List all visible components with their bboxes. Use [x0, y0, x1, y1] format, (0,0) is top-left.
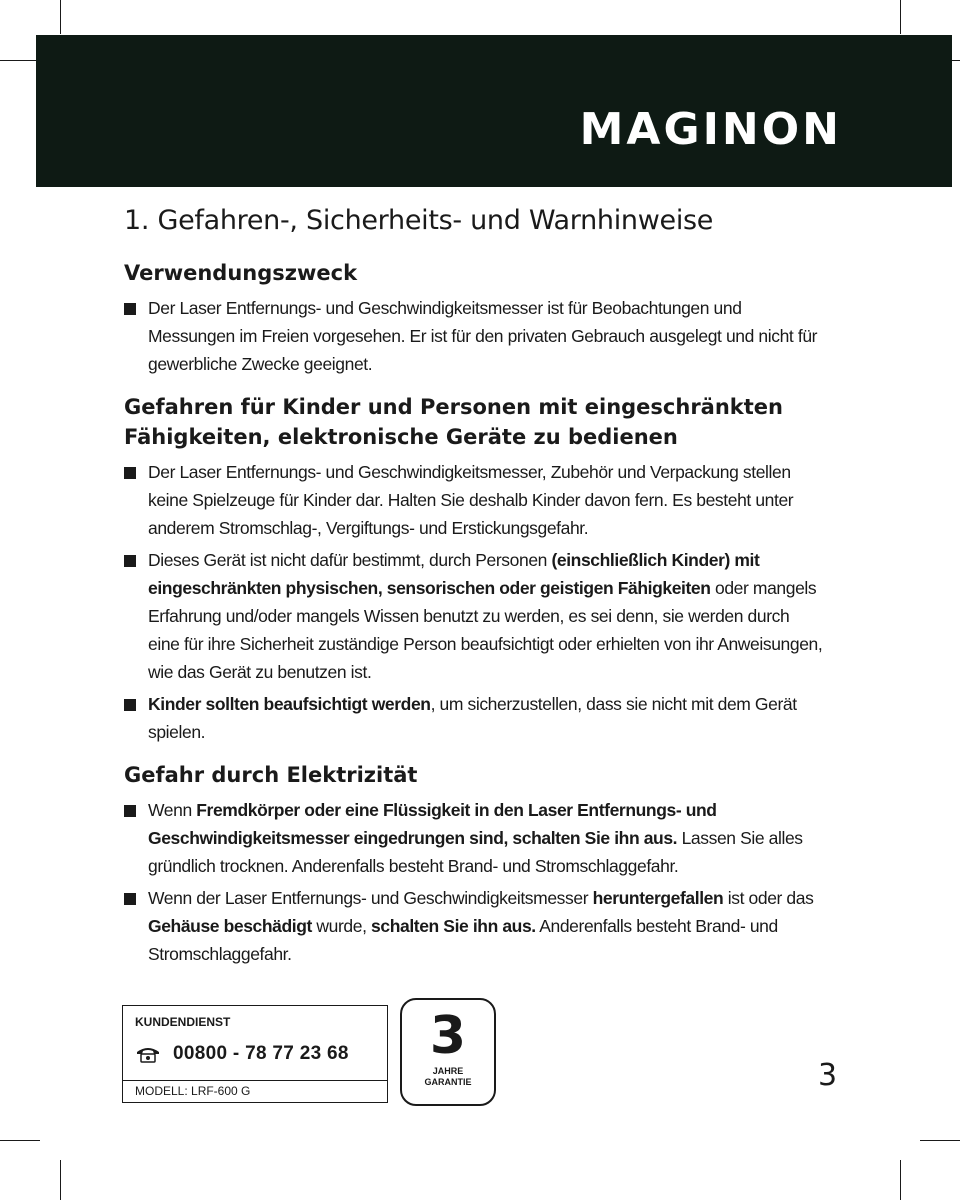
warranty-years: 3	[429, 1006, 467, 1066]
crop-mark	[60, 1160, 61, 1200]
crop-mark	[900, 1160, 901, 1200]
page-number: 3	[818, 1058, 838, 1093]
bullet-item	[124, 546, 824, 686]
bullet-square-icon	[124, 467, 136, 479]
bullet-text-bold: schalten Sie ihn aus.	[371, 916, 536, 936]
bullet-text: , um sicherzustellen, dass sie nicht mit dem Gerät spielen.	[148, 694, 797, 742]
crop-mark	[60, 0, 61, 34]
bullet-square-icon	[124, 893, 136, 905]
bullet-text: oder mangels Erfahrung und/oder mangels Wissen benutzt zu werden, es sei denn, sie werden durch eine für ihre Sicherheit zuständige Person beaufsichtigt oder erhielten von ihr Anweisungen, wie das Gerät zu benutzen ist.	[148, 578, 823, 682]
bullet-item	[124, 884, 824, 968]
bullet-text: Lassen Sie alles gründlich trocknen. Anderenfalls besteht Brand- und Stromschlaggefahr.	[148, 828, 803, 876]
bullet-text: wurde,	[311, 916, 372, 936]
main-content	[124, 205, 824, 982]
crop-mark	[920, 1140, 960, 1141]
customer-service-box	[122, 1005, 388, 1103]
service-title: KUNDENDIENST	[135, 1015, 231, 1029]
bullet-text: Der Laser Entfernungs- und Geschwindigkeitsmesser, Zubehör und Verpackung stellen keine Spielzeuge für Kinder dar. Halten Sie deshalb Kinder davon fern. Es besteht unter anderem Stromschlag-, Vergiftungs- und Erstickungsgefahr.	[148, 462, 794, 538]
brand-logo: MAGINON	[579, 104, 842, 155]
section-heading: Gefahren für Kinder und Personen mit eingeschränkten Fähigkeiten, elektronische Geräte zu bedienen	[124, 395, 783, 449]
bullet-square-icon	[124, 303, 136, 315]
crop-mark	[900, 0, 901, 34]
bullet-text-bold: heruntergefallen	[592, 888, 724, 908]
service-phone-number[interactable]: 00800 - 78 77 23 68	[173, 1043, 349, 1064]
bullet-text: Wenn	[148, 800, 197, 820]
bullet-item	[124, 796, 824, 880]
bullet-text-bold: Fremdkörper oder eine Flüssigkeit in den Laser Entfernungs- und Geschwindigkeitsmesser eingedrungen sind, schalten Sie ihn aus.	[148, 800, 717, 848]
bullet-square-icon	[124, 805, 136, 817]
section	[124, 392, 824, 746]
service-phone-row	[135, 1043, 349, 1065]
warranty-badge	[400, 998, 496, 1106]
section-heading: Gefahr durch Elektrizität	[124, 763, 418, 787]
section-heading: Verwendungszweck	[124, 261, 358, 285]
page-title: 1. Gefahren-, Sicherheits- und Warnhinweise	[124, 205, 714, 236]
bullet-square-icon	[124, 555, 136, 567]
section	[124, 258, 824, 378]
bullet-text: Anderenfalls besteht Brand- und Stromschlaggefahr.	[148, 916, 778, 964]
warranty-label-1: JAHRE	[432, 1066, 464, 1076]
bullet-item	[124, 690, 824, 746]
crop-mark	[0, 1140, 40, 1141]
service-divider	[123, 1080, 387, 1081]
bullet-text-bold: (einschließlich Kinder) mit eingeschränkten physischen, sensorischen oder geistigen Fähigkeiten	[148, 550, 760, 598]
section	[124, 760, 824, 968]
phone-icon	[135, 1045, 161, 1063]
crop-mark	[0, 60, 40, 61]
bullet-text-bold: Kinder sollten beaufsichtigt werden	[148, 694, 431, 714]
bullet-text: Der Laser Entfernungs- und Geschwindigkeitsmesser ist für Beobachtungen und Messungen im Freien vorgesehen. Er ist für den privaten Gebrauch ausgelegt und nicht für gewerbliche Zwecke geeignet.	[148, 298, 818, 374]
bullet-text: Wenn der Laser Entfernungs- und Geschwindigkeitsmesser	[148, 888, 593, 908]
bullet-text: ist oder das	[723, 888, 814, 908]
service-model: MODELL: LRF-600 G	[135, 1084, 251, 1098]
bullet-text: Dieses Gerät ist nicht dafür bestimmt, durch Personen	[148, 550, 552, 570]
bullet-text-bold: Gehäuse beschädigt	[148, 916, 312, 936]
bullet-item	[124, 294, 824, 378]
bullet-square-icon	[124, 699, 136, 711]
bullet-item	[124, 458, 824, 542]
sections-container	[124, 258, 824, 968]
warranty-label-2: GARANTIE	[424, 1077, 472, 1087]
